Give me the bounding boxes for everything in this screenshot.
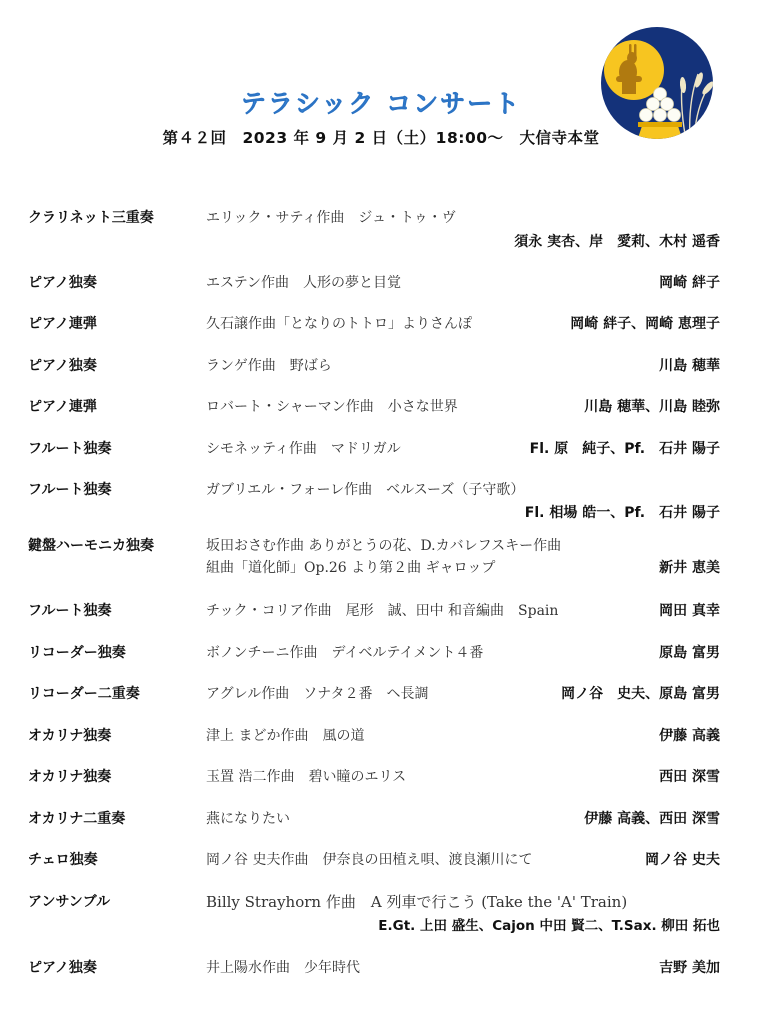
program-item — [28, 396, 720, 416]
program-piece: エステン作曲 人形の夢と目覚 — [206, 275, 402, 291]
program-item — [28, 600, 720, 620]
program-performers: Fl. 相場 皓一、Pf. 石井 陽子 — [524, 505, 720, 521]
program-category: リコーダー二重奏 — [28, 686, 140, 702]
program-performers: 須永 実杏、岸 愛莉、木村 遥香 — [514, 234, 720, 250]
page-title: テラシック コンサート — [240, 89, 522, 118]
program-piece: ランゲ作曲 野ばら — [206, 358, 332, 374]
program-performers: 岡崎 絆子 — [659, 275, 720, 291]
program-item — [28, 272, 720, 292]
program-performers: 岡ノ谷 史夫、原島 富男 — [561, 686, 720, 702]
program-category: ピアノ独奏 — [28, 960, 97, 976]
program-category: オカリナ二重奏 — [28, 811, 126, 827]
program-category: ピアノ連弾 — [28, 316, 97, 332]
program-performers: 岡崎 絆子、岡崎 恵理子 — [570, 316, 720, 332]
program-performers: 吉野 美加 — [659, 960, 720, 976]
program-performers: 原島 富男 — [659, 645, 720, 661]
program-category: 鍵盤ハーモニカ独奏 — [28, 538, 154, 554]
program-performers: 岡ノ谷 史夫 — [645, 852, 720, 868]
concert-info: 第４２回 2023 年 9 月 2 日（土）18:00～ 大信寺本堂 — [162, 129, 600, 147]
program-piece: 玉置 浩二作曲 碧い瞳のエリス — [206, 769, 407, 785]
program-performers: 新井 恵美 — [659, 560, 720, 576]
program-piece: チック・コリア作曲 尾形 誠、田中 和音編曲 Spain — [206, 603, 559, 619]
program-item — [28, 535, 720, 579]
program-category: オカリナ独奏 — [28, 769, 112, 785]
moon-rabbit-dango-icon — [598, 22, 716, 144]
program-piece: アグレル作曲 ソナタ２番 ヘ長調 — [206, 686, 429, 702]
program-category: オカリナ独奏 — [28, 728, 112, 744]
program-performers: 伊藤 高義、西田 深雪 — [584, 811, 720, 827]
program-piece: 坂田おさむ作曲 ありがとうの花、D.カバレフスキー作曲 — [206, 538, 562, 554]
program-item — [28, 891, 720, 936]
program-item — [28, 849, 720, 869]
program-category: フルート独奏 — [28, 441, 112, 457]
program-performers: 岡田 真幸 — [659, 603, 720, 619]
program-item — [28, 313, 720, 333]
program-piece: Billy Strayhorn 作曲 A 列車で行こう (Take the 'A' Train) — [206, 893, 628, 911]
program-piece-line2: 組曲「道化師」Op.26 より第２曲 ギャロップ — [206, 560, 496, 576]
program-performers: 川島 穂華 — [659, 358, 720, 374]
program-piece: ガブリエル・フォーレ作曲 ベルスーズ（子守歌） — [206, 482, 525, 498]
program-piece: 久石譲作曲「となりのトトロ」よりさんぽ — [206, 316, 472, 332]
program-category: クラリネット三重奏 — [28, 210, 154, 226]
program-category: ピアノ独奏 — [28, 275, 97, 291]
program-category: ピアノ独奏 — [28, 358, 97, 374]
program-item — [28, 683, 720, 703]
program-item — [28, 438, 720, 458]
program-piece: エリック・サティ作曲 ジュ・トゥ・ヴ — [206, 210, 456, 226]
program-piece: 燕になりたい — [206, 811, 290, 827]
program-category: アンサンブル — [28, 894, 111, 910]
program-piece: シモネッティ作曲 マドリガル — [206, 441, 401, 457]
program-category: フルート独奏 — [28, 482, 112, 498]
program-performers: 伊藤 高義 — [659, 728, 720, 744]
program-category: リコーダー独奏 — [28, 645, 126, 661]
program-performers: 川島 穂華、川島 睦弥 — [584, 399, 720, 415]
program-item — [28, 766, 720, 786]
program-item — [28, 642, 720, 662]
program-category: ピアノ連弾 — [28, 399, 97, 415]
program-item — [28, 355, 720, 375]
program-category: チェロ独奏 — [28, 852, 98, 868]
program-item — [28, 207, 720, 253]
program-item — [28, 725, 720, 745]
program-item — [28, 957, 720, 977]
program-piece: 津上 まどか作曲 風の道 — [206, 728, 365, 744]
program-piece: ボノンチーニ作曲 デイベルテイメント４番 — [206, 645, 484, 661]
program-category: フルート独奏 — [28, 603, 112, 619]
program-piece: 井上陽水作曲 少年時代 — [206, 960, 360, 976]
program-piece: 岡ノ谷 史夫作曲 伊奈良の田植え唄、渡良瀬川にて — [206, 852, 533, 868]
program-performers: Fl. 原 純子、Pf. 石井 陽子 — [529, 441, 720, 457]
program-performers: E.Gt. 上田 盛生、Cajon 中田 賢二、T.Sax. 柳田 拓也 — [378, 918, 720, 934]
program-item — [28, 479, 720, 524]
program-piece: ロバート・シャーマン作曲 小さな世界 — [206, 399, 458, 415]
program-performers: 西田 深雪 — [659, 769, 720, 785]
program-item — [28, 808, 720, 828]
